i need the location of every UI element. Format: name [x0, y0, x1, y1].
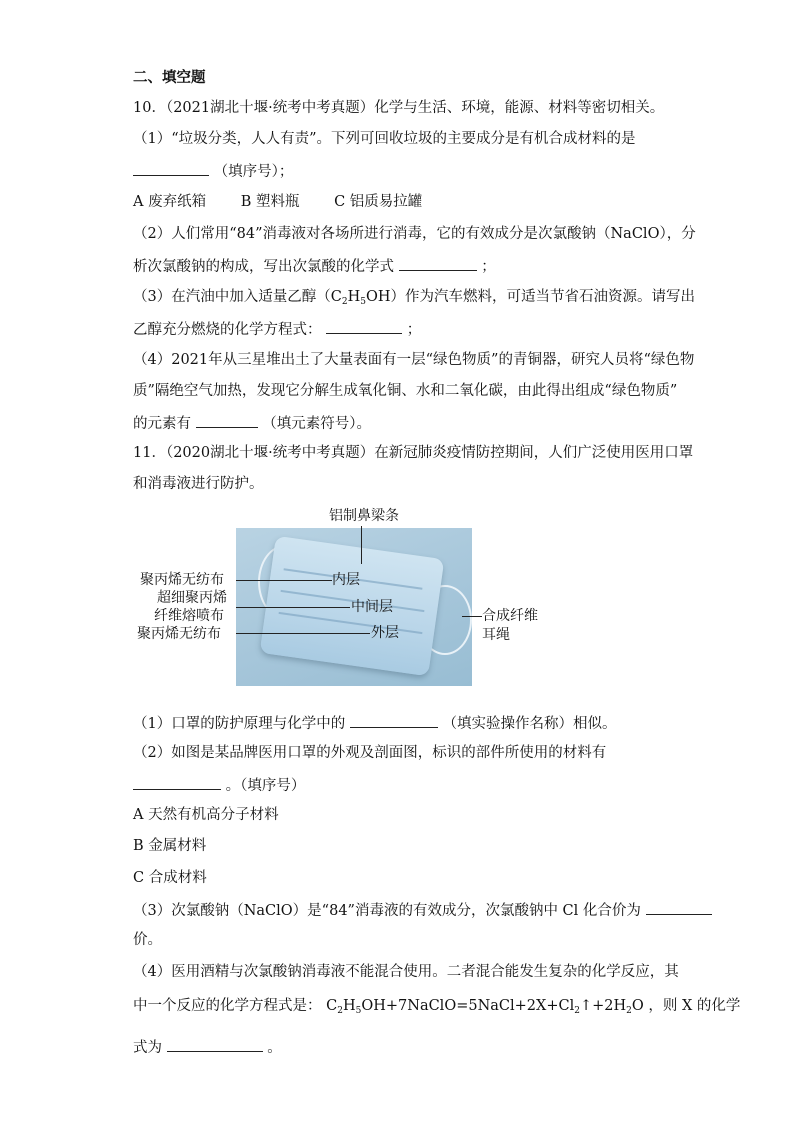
label-inner-layer: 内层 — [332, 572, 360, 588]
q11-part4-line2 — [133, 996, 740, 1016]
label-nose-strip: 铝制鼻梁条 — [329, 508, 399, 524]
q11-part3-line1 — [133, 899, 712, 921]
chemical-equation: $C_2H_5OH+7NaClO=5NaCl+2X+Cl_2↑+2H_2O$ — [326, 998, 644, 1016]
q10-part3-end: ； — [406, 322, 422, 338]
leader-ear-loop — [462, 616, 482, 617]
q11-part2-hint: 。（填序号） — [225, 778, 306, 794]
label-outer-layer: 外层 — [371, 625, 399, 641]
q11-part3-text: （3）次氯酸钠（NaClO）是“84”消毒液的有效成分，次氯酸钠中 Cl 化合价为 — [133, 903, 641, 919]
option-c: C 铝质易拉罐 — [334, 194, 423, 210]
q11-part3-line2: 价。 — [133, 932, 162, 948]
label-middle-layer: 中间层 — [351, 599, 393, 615]
answer-blank[interactable] — [399, 255, 477, 271]
q11-stem-line2: 和消毒液进行防护。 — [133, 476, 264, 492]
q10-part2-line1: （2）人们常用“84”消毒液对各场所进行消毒，它的有效成分是次氯酸钠（NaClO），分 — [133, 226, 696, 242]
option-a: A 废弃纸箱 — [133, 194, 207, 210]
answer-blank[interactable] — [350, 712, 438, 728]
q10-part4-text: 的元素有 — [133, 416, 191, 432]
answer-blank[interactable] — [326, 318, 402, 334]
q11-part4-tail: ，则 X 的化学 — [648, 998, 741, 1014]
leader-nose-strip — [361, 526, 362, 564]
q10-part4-hint: （填元素符号）。 — [262, 416, 371, 432]
option-b: B 塑料瓶 — [240, 194, 300, 210]
leader-inner — [236, 580, 332, 581]
q11-part4-line3 — [133, 1036, 282, 1058]
q11-part4-end: 。 — [267, 1040, 282, 1056]
leader-middle — [236, 607, 350, 608]
q10-part1-hint: （填序号）； — [213, 164, 294, 180]
label-ear-loop-1: 合成纤维 — [482, 608, 538, 624]
q10-part2-text: 析次氯酸钠的构成，写出次氯酸的化学式 — [133, 259, 394, 275]
q10-stem: 10．（2021湖北十堰·统考中考真题）化学与生活、环境，能源、材料等密切相关。 — [133, 100, 665, 116]
q10-part1-line1: （1）“垃圾分类，人人有责”。下列可回收垃圾的主要成分是有机合成材料的是 — [133, 131, 636, 147]
q10-part2-end: ； — [481, 259, 496, 275]
label-inner-material: 聚丙烯无纺布 — [140, 572, 224, 588]
answer-blank[interactable] — [646, 899, 712, 915]
q10-part2-line2 — [133, 255, 496, 277]
leader-outer — [236, 633, 370, 634]
answer-blank[interactable] — [133, 774, 221, 790]
q11-option-b: B 金属材料 — [133, 838, 207, 854]
q11-part2-line2 — [133, 774, 305, 796]
label-middle-material-1: 超细聚丙烯 — [157, 590, 227, 606]
q10-part4-line3 — [133, 412, 371, 434]
label-outer-material: 聚丙烯无纺布 — [137, 626, 221, 642]
q11-stem-line1: 11．（2020湖北十堰·统考中考真题）在新冠肺炎疫情防控期间，人们广泛使用医用口罩 — [133, 445, 694, 461]
q11-part4-line1: （4）医用酒精与次氯酸钠消毒液不能混合使用。二者混合能发生复杂的化学反应，其 — [133, 964, 679, 980]
q10-part1-line2 — [133, 160, 293, 182]
answer-blank[interactable] — [167, 1036, 263, 1052]
label-middle-material-2: 纤维熔喷布 — [154, 608, 224, 624]
q11-part4-text2: 式为 — [133, 1040, 162, 1056]
q11-part1-text: （1）口罩的防护原理与化学中的 — [133, 716, 346, 732]
q11-part4-text: 中一个反应的化学方程式是： — [133, 998, 322, 1014]
q10-part3-line1: （3）在汽油中加入适量乙醇$(C_2H_5OH)$作为汽车燃料，可适当节省石油资源。请写出 — [133, 289, 695, 307]
q11-part1-hint: （填实验操作名称）相似。 — [442, 716, 617, 732]
q10-part3-line2 — [133, 318, 421, 340]
q11-option-a: A 天然有机高分子材料 — [133, 807, 279, 823]
label-ear-loop-2: 耳绳 — [482, 627, 510, 643]
q10-part3-text: 乙醇充分燃烧的化学方程式： — [133, 322, 322, 338]
q10-part4-line1: （4）2021年从三星堆出土了大量表面有一层“绿色物质”的青铜器，研究人员将“绿色物 — [133, 352, 695, 368]
section-title: 二、填空题 — [133, 70, 206, 86]
q10-part4-line2: 质”隔绝空气加热，发现它分解生成氧化铜、水和二氧化碳，由此得出组成“绿色物质” — [133, 383, 678, 399]
answer-blank[interactable] — [196, 412, 258, 428]
q11-part1 — [133, 712, 616, 734]
q10-options — [133, 192, 422, 212]
q11-part2-line1: （2）如图是某品牌医用口罩的外观及剖面图，标识的部件所使用的材料有 — [133, 745, 607, 761]
answer-blank[interactable] — [133, 160, 209, 176]
q11-option-c: C 合成材料 — [133, 870, 207, 886]
